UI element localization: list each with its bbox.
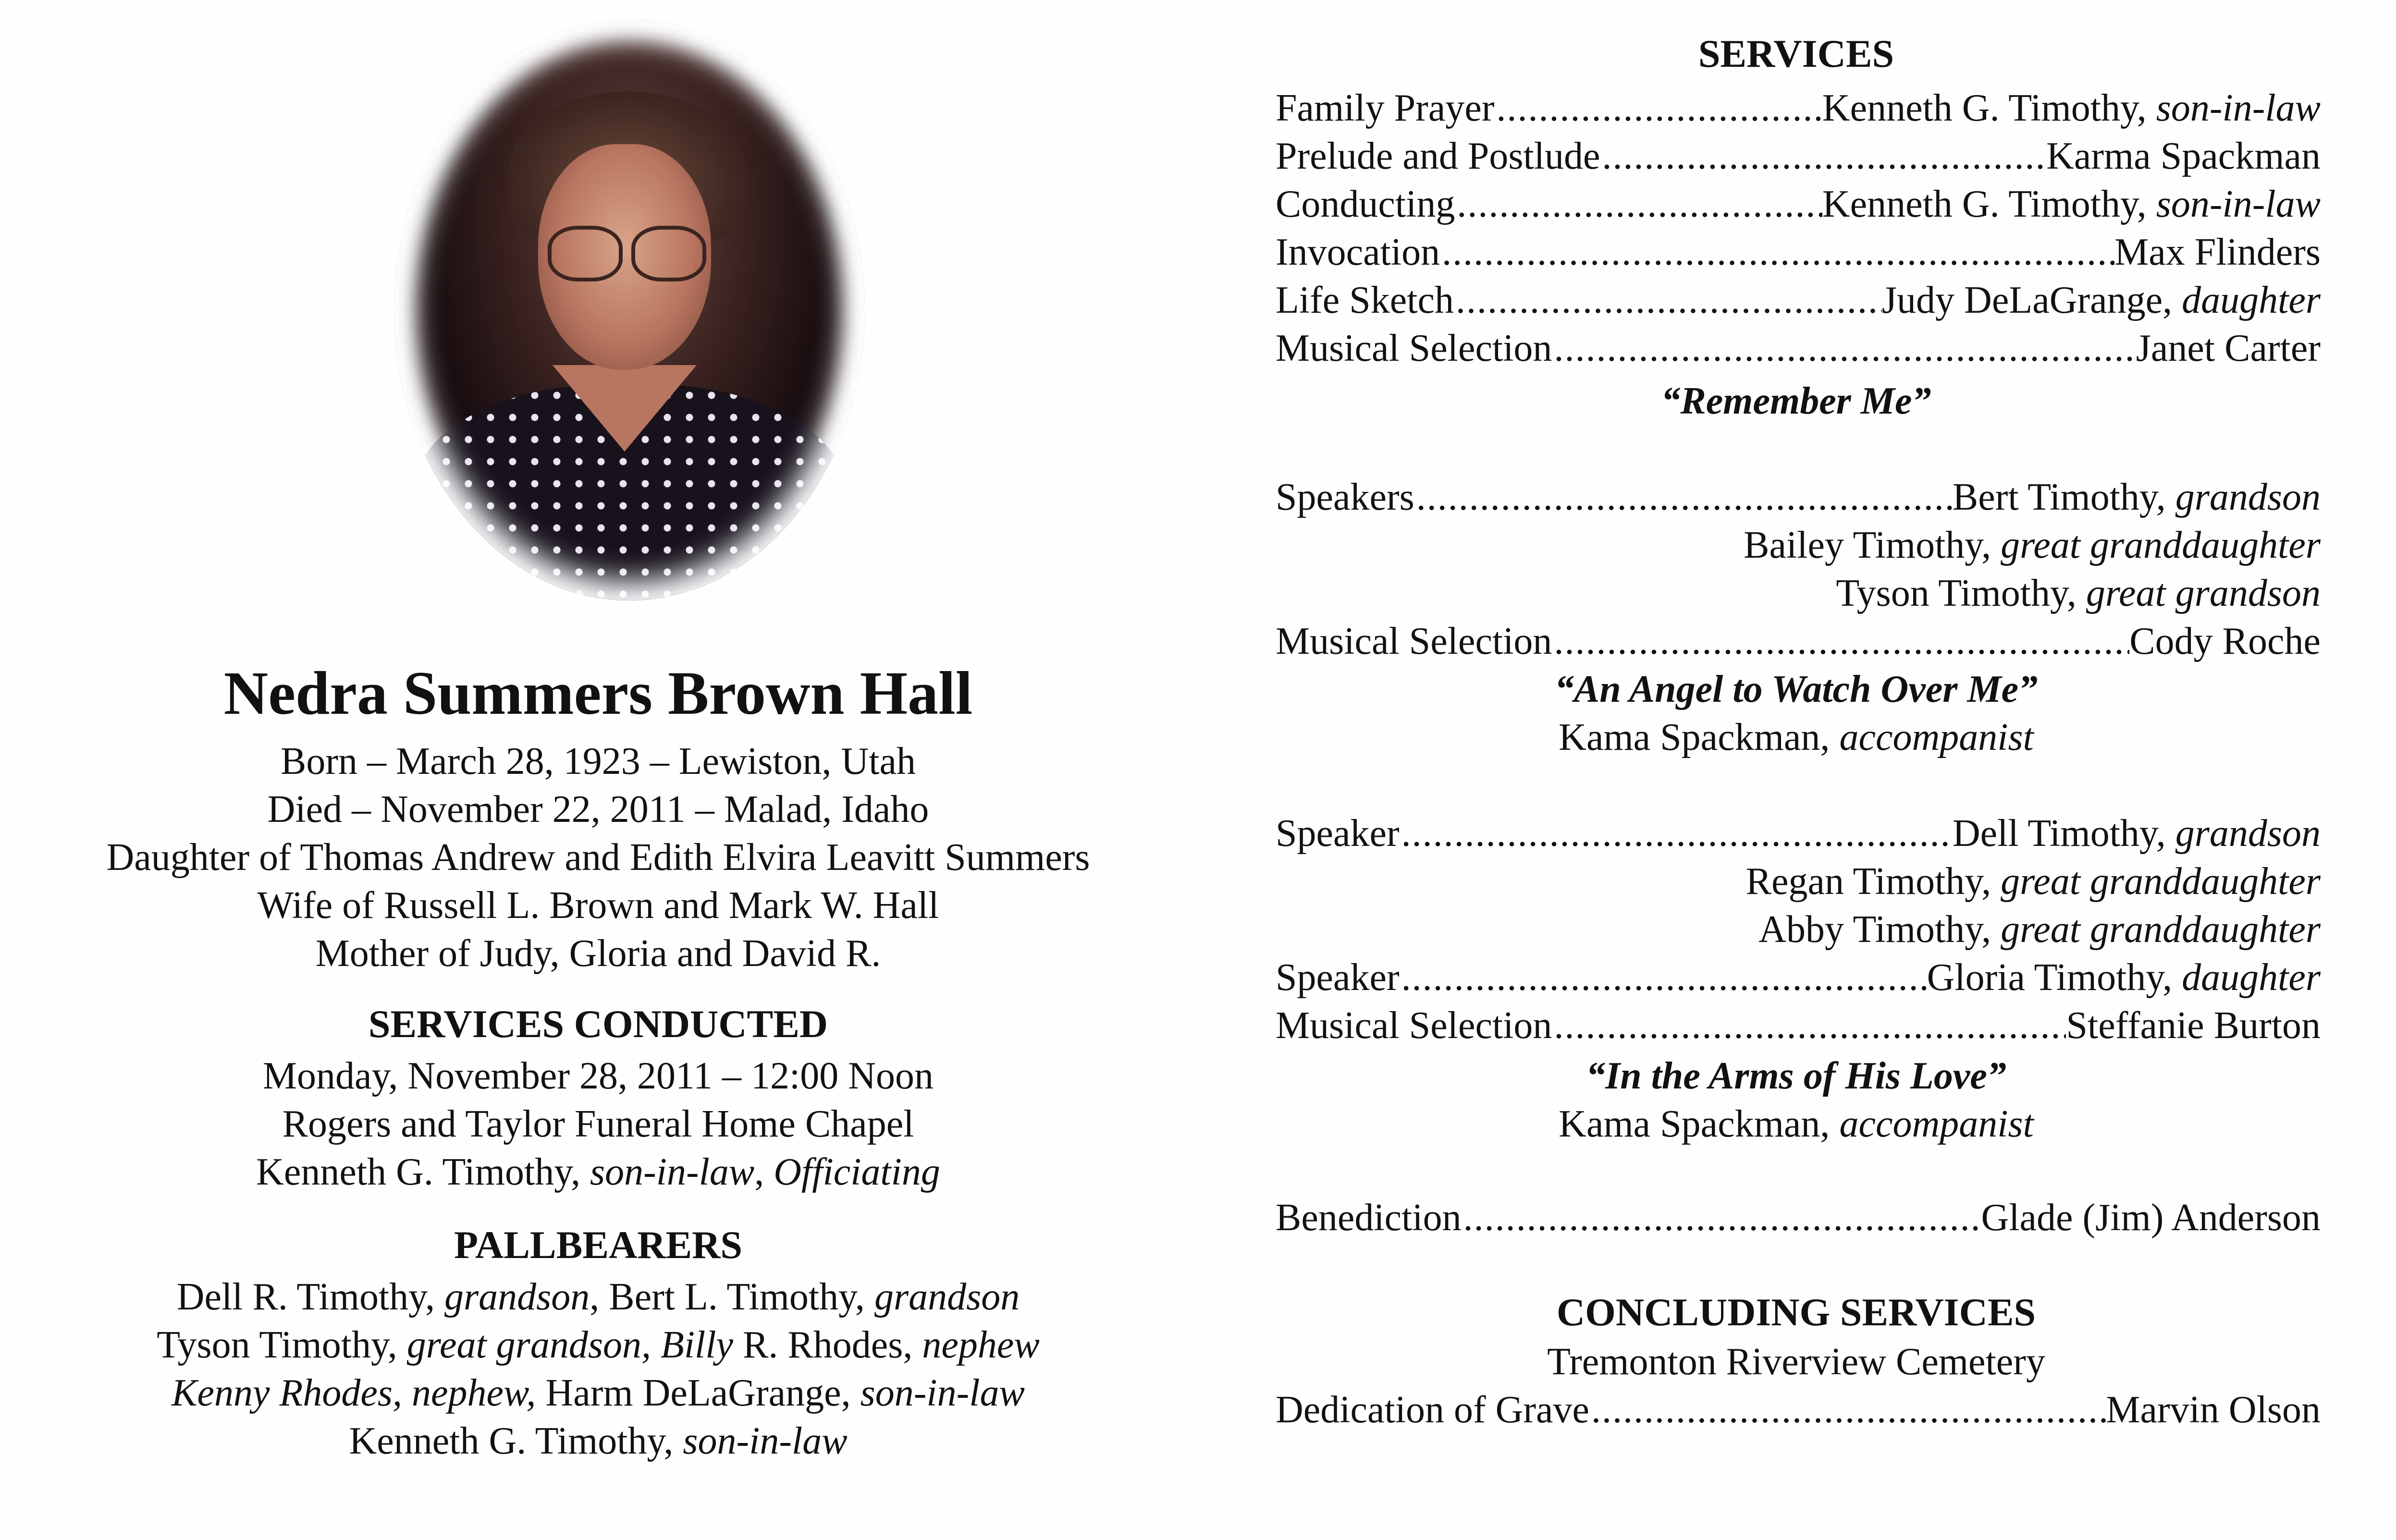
right-panel <box>1196 0 2396 1540</box>
program-participant-continued: Tyson Timothy, great grandson <box>1836 572 2321 614</box>
mother-of-line: Mother of Judy, Gloria and David R. <box>315 932 881 975</box>
program-row-music <box>1276 1002 2321 1050</box>
program-label: Speaker <box>1276 956 1400 999</box>
program-row-benediction <box>1276 1194 2321 1242</box>
dot-leader <box>1589 1386 2106 1434</box>
program-participant: Max Flinders <box>2114 231 2321 273</box>
services-conducted-heading: SERVICES CONDUCTED <box>368 1002 828 1046</box>
program-participant: Steffanie Burton <box>2066 1004 2321 1047</box>
officiant-relation: son-in-law <box>590 1151 755 1193</box>
program-label: Life Sketch <box>1276 279 1454 321</box>
program-participant: Gloria Timothy, daughter <box>1927 956 2321 999</box>
officiant-sep: , <box>754 1151 774 1193</box>
left-panel <box>0 0 1196 1540</box>
deceased-name: Nedra Summers Brown Hall <box>223 659 973 727</box>
program-label: Benediction <box>1276 1197 1462 1239</box>
service-place: Rogers and Taylor Funeral Home Chapel <box>282 1103 914 1145</box>
pallbearer-line: Dell R. Timothy, grandson, Bert L. Timothy, grandson <box>176 1276 1020 1318</box>
program-row <box>1276 276 2321 324</box>
pallbearer-line: Kenny Rhodes, nephew, Harm DeLaGrange, son-in-law <box>172 1372 1025 1414</box>
program-row <box>1276 324 2321 372</box>
program-participant: Dell Timothy, grandson <box>1952 812 2321 855</box>
program-row <box>1276 228 2321 276</box>
program-row <box>1276 132 2321 180</box>
wife-of-line: Wife of Russell L. Brown and Mark W. Hall <box>257 884 939 927</box>
pallbearers-heading: PALLBEARERS <box>454 1223 742 1267</box>
program-participant: Glade (Jim) Anderson <box>1981 1197 2321 1239</box>
accompanist-2 <box>1196 1100 2396 1148</box>
program-participant: Janet Carter <box>2136 327 2321 369</box>
dot-leader <box>1400 953 1927 1002</box>
program-participant-continued: Abby Timothy, great granddaughter <box>1758 908 2321 951</box>
dot-leader <box>1552 617 2129 665</box>
accompanist-name: Kama Spackman, <box>1559 716 1840 758</box>
program-participant: Cody Roche <box>2129 620 2321 662</box>
accompanist-name: Kama Spackman, <box>1559 1103 1840 1145</box>
dot-leader <box>1552 1002 2066 1050</box>
dot-leader <box>1440 228 2114 276</box>
dot-leader <box>1400 809 1953 857</box>
service-date: Monday, November 28, 2011 – 12:00 Noon <box>262 1055 934 1097</box>
program-label: Speakers <box>1276 476 1414 518</box>
accompanist-1 <box>1196 713 2396 761</box>
song-angel: “An Angel to Watch Over Me” <box>1554 668 2038 710</box>
song-remember-me: “Remember Me” <box>1661 380 1931 422</box>
program-participant: Judy DeLaGrange, daughter <box>1881 279 2321 321</box>
accompanist-role: accompanist <box>1839 1103 2034 1145</box>
program-label: Musical Selection <box>1276 1004 1552 1047</box>
dot-leader <box>1552 324 2136 372</box>
program-label: Musical Selection <box>1276 327 1552 369</box>
died-line: Died – November 22, 2011 – Malad, Idaho <box>267 788 929 831</box>
program-row-speakers <box>1276 473 2321 521</box>
pallbearer-line: Kenneth G. Timothy, son-in-law <box>349 1420 848 1462</box>
program-label: Family Prayer <box>1276 87 1495 129</box>
accompanist-role: accompanist <box>1839 716 2034 758</box>
program-participant-continued: Bailey Timothy, great granddaughter <box>1744 524 2321 566</box>
program-participant: Kenneth G. Timothy, son-in-law <box>1822 87 2321 129</box>
program-row <box>1276 84 2321 132</box>
program-participant: Marvin Olson <box>2106 1389 2321 1431</box>
program-label: Invocation <box>1276 231 1440 273</box>
program-participant: Kenneth G. Timothy, son-in-law <box>1822 183 2321 225</box>
dot-leader <box>1494 84 1822 132</box>
dot-leader <box>1600 132 2046 180</box>
dot-leader <box>1455 180 1822 228</box>
program-participant: Karma Spackman <box>2046 135 2321 177</box>
program-label: Musical Selection <box>1276 620 1552 662</box>
pallbearer-line: Tyson Timothy, great grandson, Billy R. Rhodes, nephew <box>157 1324 1040 1366</box>
program-participant: Bert Timothy, grandson <box>1952 476 2321 518</box>
program-participant-continued: Regan Timothy, great granddaughter <box>1745 860 2321 903</box>
concluding-services-heading: CONCLUDING SERVICES <box>1556 1290 2036 1334</box>
program-row-dedication <box>1276 1386 2321 1434</box>
dot-leader <box>1414 473 1953 521</box>
dot-leader <box>1462 1194 1981 1242</box>
program-row-speaker <box>1276 809 2321 857</box>
program-label: Prelude and Postlude <box>1276 135 1600 177</box>
program-label: Dedication of Grave <box>1276 1389 1590 1431</box>
program-label: Speaker <box>1276 812 1400 855</box>
officiant-role: Officiating <box>774 1151 940 1193</box>
song-arms-of-love: “In the Arms of His Love” <box>1586 1055 2006 1097</box>
program-row-speaker <box>1276 953 2321 1002</box>
program-row <box>1276 180 2321 228</box>
program-row-music <box>1276 617 2321 665</box>
officiant-name: Kenneth G. Timothy, <box>256 1151 590 1193</box>
daughter-of-line: Daughter of Thomas Andrew and Edith Elvira Leavitt Summers <box>106 836 1090 879</box>
portrait-photo <box>394 19 865 600</box>
service-officiant <box>0 1148 1196 1196</box>
dot-leader <box>1454 276 1882 324</box>
cemetery-name: Tremonton Riverview Cemetery <box>1547 1341 2045 1383</box>
photo-vignette <box>394 19 865 600</box>
services-heading: SERVICES <box>1698 32 1894 75</box>
program-label: Conducting <box>1276 183 1455 225</box>
born-line: Born – March 28, 1923 – Lewiston, Utah <box>280 740 916 782</box>
